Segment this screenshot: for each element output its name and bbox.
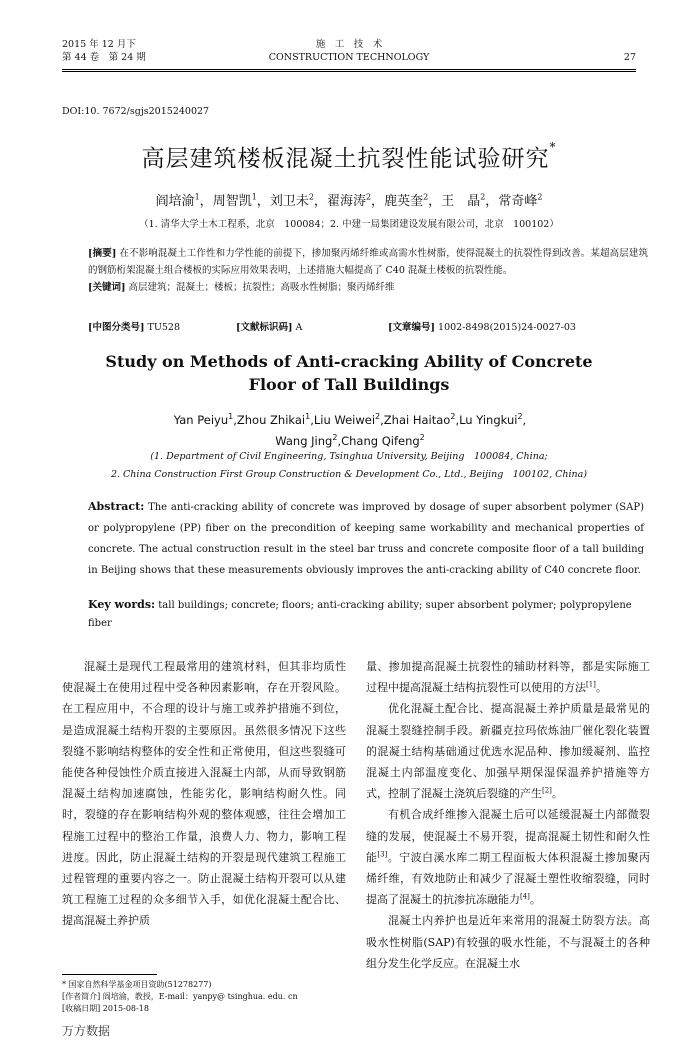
cn-title-text: 高层建筑楼板混凝土抗裂性能试验研究	[141, 146, 550, 172]
body-paragraph: 混凝土是现代工程最常用的建筑材料，但其非均质性使混凝土在使用过程中受各种因素影响，存在开裂风险。在工程应用中，不合理的设计与施工或养护措施不到位，是造成混凝土结构开裂的主要原因。虽然很多情况下这些裂缝不影响结构整体的安全性和正常使用，但这些裂缝可能使各种侵蚀性介质直接进入混凝土内部，从而导致钢筋混凝土结构加速腐蚀，性能劣化，影响结构耐久性。同时，裂缝的存在影响结构外观的整体观感，往往会增加工程施工过程中的整治工作量，浪费人力、物力，影响工程进度。因此，防止混凝土结构的开裂是现代建筑工程施工过程管理的重要内容之一。防止混凝土结构开裂可以从建筑工程施工过程的众多细节入手，如优化混凝土配合比、提高混凝土养护质	[62, 660, 346, 928]
en-keywords-text: tall buildings; concrete; floors; anti-cracking ability; super absorbent polymer; polypropylene fiber	[88, 600, 632, 629]
cn-author: 刘卫未$^2$	[269, 192, 314, 209]
footnote-author: [作者简介] 阎培渝，教授，E-mail：yanpy@ tsinghua. edu. cn	[62, 992, 298, 1001]
citation: [3]	[377, 850, 388, 859]
citation: [2]	[542, 786, 552, 795]
running-header	[62, 38, 636, 74]
footnote-rule	[62, 974, 157, 975]
cn-keywords-label: [关键词]	[88, 282, 126, 293]
header-rule	[62, 69, 636, 72]
en-abstract	[88, 496, 644, 581]
cn-author: 鹿英奎$^2$	[384, 192, 429, 209]
citation: [4]	[520, 892, 530, 901]
en-affiliation-2: 2. China Construction First Group Construction & Development Co., Ltd., Beijing 100102, China)	[110, 469, 588, 480]
footnote-received-date: [收稿日期] 2015-08-18	[62, 1004, 149, 1013]
en-title-line2: Floor of Tall Buildings	[248, 375, 450, 394]
cn-author: 常奇峰$^2$	[498, 192, 543, 209]
cn-title-mark: *	[549, 140, 557, 154]
en-author: Zhou Zhikai$^1$	[236, 412, 311, 427]
cn-author: 阎培渝$^1$	[155, 192, 200, 209]
en-affiliation-1: (1. Department of Civil Engineering, Tsinghua University, Beijing 100084, China;	[150, 451, 548, 462]
doi: DOI:10. 7672/sgjs2015240027	[62, 106, 210, 117]
header-journal-en: CONSTRUCTION TECHNOLOGY	[268, 52, 430, 63]
en-author: Chang Qifeng$^2$	[341, 432, 425, 448]
watermark: 万方数据	[62, 1024, 111, 1038]
article-number: [文章编号] 1002-8498(2015)24-0027-03	[388, 322, 576, 333]
en-author-list: Yan Peiyu$^1$,Zhou Zhikai$^1$,Liu Weiwei$^2$,Zhai Haitao$^2$,Lu Yingkui$^2$, Wang Jing$^2$,Chang Qifeng$^2$	[173, 412, 527, 448]
cn-author: 王 晶$^2$	[441, 192, 486, 209]
cn-affiliation: （1. 清华大学土木工程系，北京 100084；2. 中建一局集团建设发展有限公司，北京 100102）	[139, 219, 559, 230]
en-title-line1: Study on Methods of Anti-cracking Ability of Concrete	[105, 352, 593, 371]
en-keywords-label: Key words:	[88, 598, 156, 611]
footnotes	[62, 979, 298, 1015]
cn-keywords: 高层建筑；混凝土；楼板；抗裂性；高吸水性树脂；聚丙烯纤维	[128, 282, 395, 293]
en-abstract-label: Abstract:	[88, 500, 145, 513]
en-author: Wang Jing$^2$	[275, 432, 338, 448]
body-paragraph: 优化混凝土配合比、提高混凝土养护质量是最常见的混凝土裂缝控制手段。新疆克拉玛依炼油厂催化裂化装置的混凝土结构基础通过优选水泥品种、掺加缓凝剂、监控混凝土内部温度变化、加强早期保湿保温养护措施等方式，控制了混凝土浇筑后裂缝的产生[2]。	[366, 702, 650, 801]
footnote-fund: * 国家自然科学基金项目资助(51278277)	[62, 980, 212, 989]
cn-abstract-text: 在不影响混凝土工作性和力学性能的前提下，掺加聚丙烯纤维或高需水性树脂，使得混凝土的抗裂性得到改善。某超高层建筑的钢筋桁架混凝土组合楼板的实际应用效果表明，上述措施大幅提高了 C40 混凝土楼板的抗裂性能。	[88, 248, 648, 276]
cn-abstract	[88, 245, 648, 296]
cn-author-list: 阎培渝$^1$，周智凯$^1$，刘卫未$^2$，翟海涛$^2$，鹿英奎$^2$，王 晶$^2$，常奇峰$^2$	[155, 192, 543, 209]
body-paragraph: 量、掺加提高混凝土抗裂性的辅助材料等，都是实际施工过程中提高混凝土结构抗裂性可以使用的方法[1]。	[366, 660, 650, 695]
header-center	[62, 38, 636, 64]
document-code: [文献标识码] A	[236, 322, 303, 333]
en-keywords	[88, 596, 644, 633]
header-date: 2015 年 12 月下	[62, 39, 136, 50]
en-author: Liu Weiwei$^2$	[313, 412, 381, 427]
body-column-left	[62, 656, 346, 932]
cn-author: 周智凯$^1$	[212, 192, 257, 209]
header-volume: 第 44 卷 第 24 期	[62, 52, 146, 63]
body-paragraph: 混凝土内养护也是近年来常用的混凝土防裂方法。高吸水性树脂(SAP)有较强的吸水性能，不与混凝土的各种组分发生化学反应。在混凝土水	[366, 914, 650, 970]
cn-author: 翟海涛$^2$	[326, 192, 372, 209]
body-paragraph: 有机合成纤维掺入混凝土后可以延缓混凝土内部微裂缝的发展，使混凝土不易开裂，提高混凝土韧性和耐久性能[3]。宁波白溪水库二期工程面板大体积混凝土掺加聚丙烯纤维，有效地防止和减少了混凝土塑性收缩裂缝，同时提高了混凝土的抗渗抗冻融能力[4]。	[366, 808, 651, 907]
cn-abstract-label: [摘要]	[88, 248, 117, 259]
en-author: Yan Peiyu$^1$	[173, 412, 234, 427]
citation: [1]	[586, 680, 596, 689]
en-author: Lu Yingkui$^2$	[459, 412, 523, 427]
en-title	[62, 350, 636, 396]
header-page-number: 27	[623, 52, 636, 63]
en-author: Zhai Haitao$^2$	[383, 412, 456, 427]
clc-code: [中图分类号] TU528	[88, 322, 181, 333]
cn-title	[62, 140, 636, 173]
header-journal-cn: 施 工 技 术	[315, 39, 383, 50]
body-column-right	[366, 656, 650, 974]
en-abstract-text: The anti-cracking ability of concrete was improved by dosage of super absorbent polymer (SAP) or polypropylene (PP) fiber on the precondition of keeping same workability and mechanical properties of concrete. The actual construction result in the steel bar truss and concrete composite floor of a tall building in Beijing shows that these measurements obviously improves the anti-cracking ability of C40 concrete floor.	[88, 502, 644, 576]
